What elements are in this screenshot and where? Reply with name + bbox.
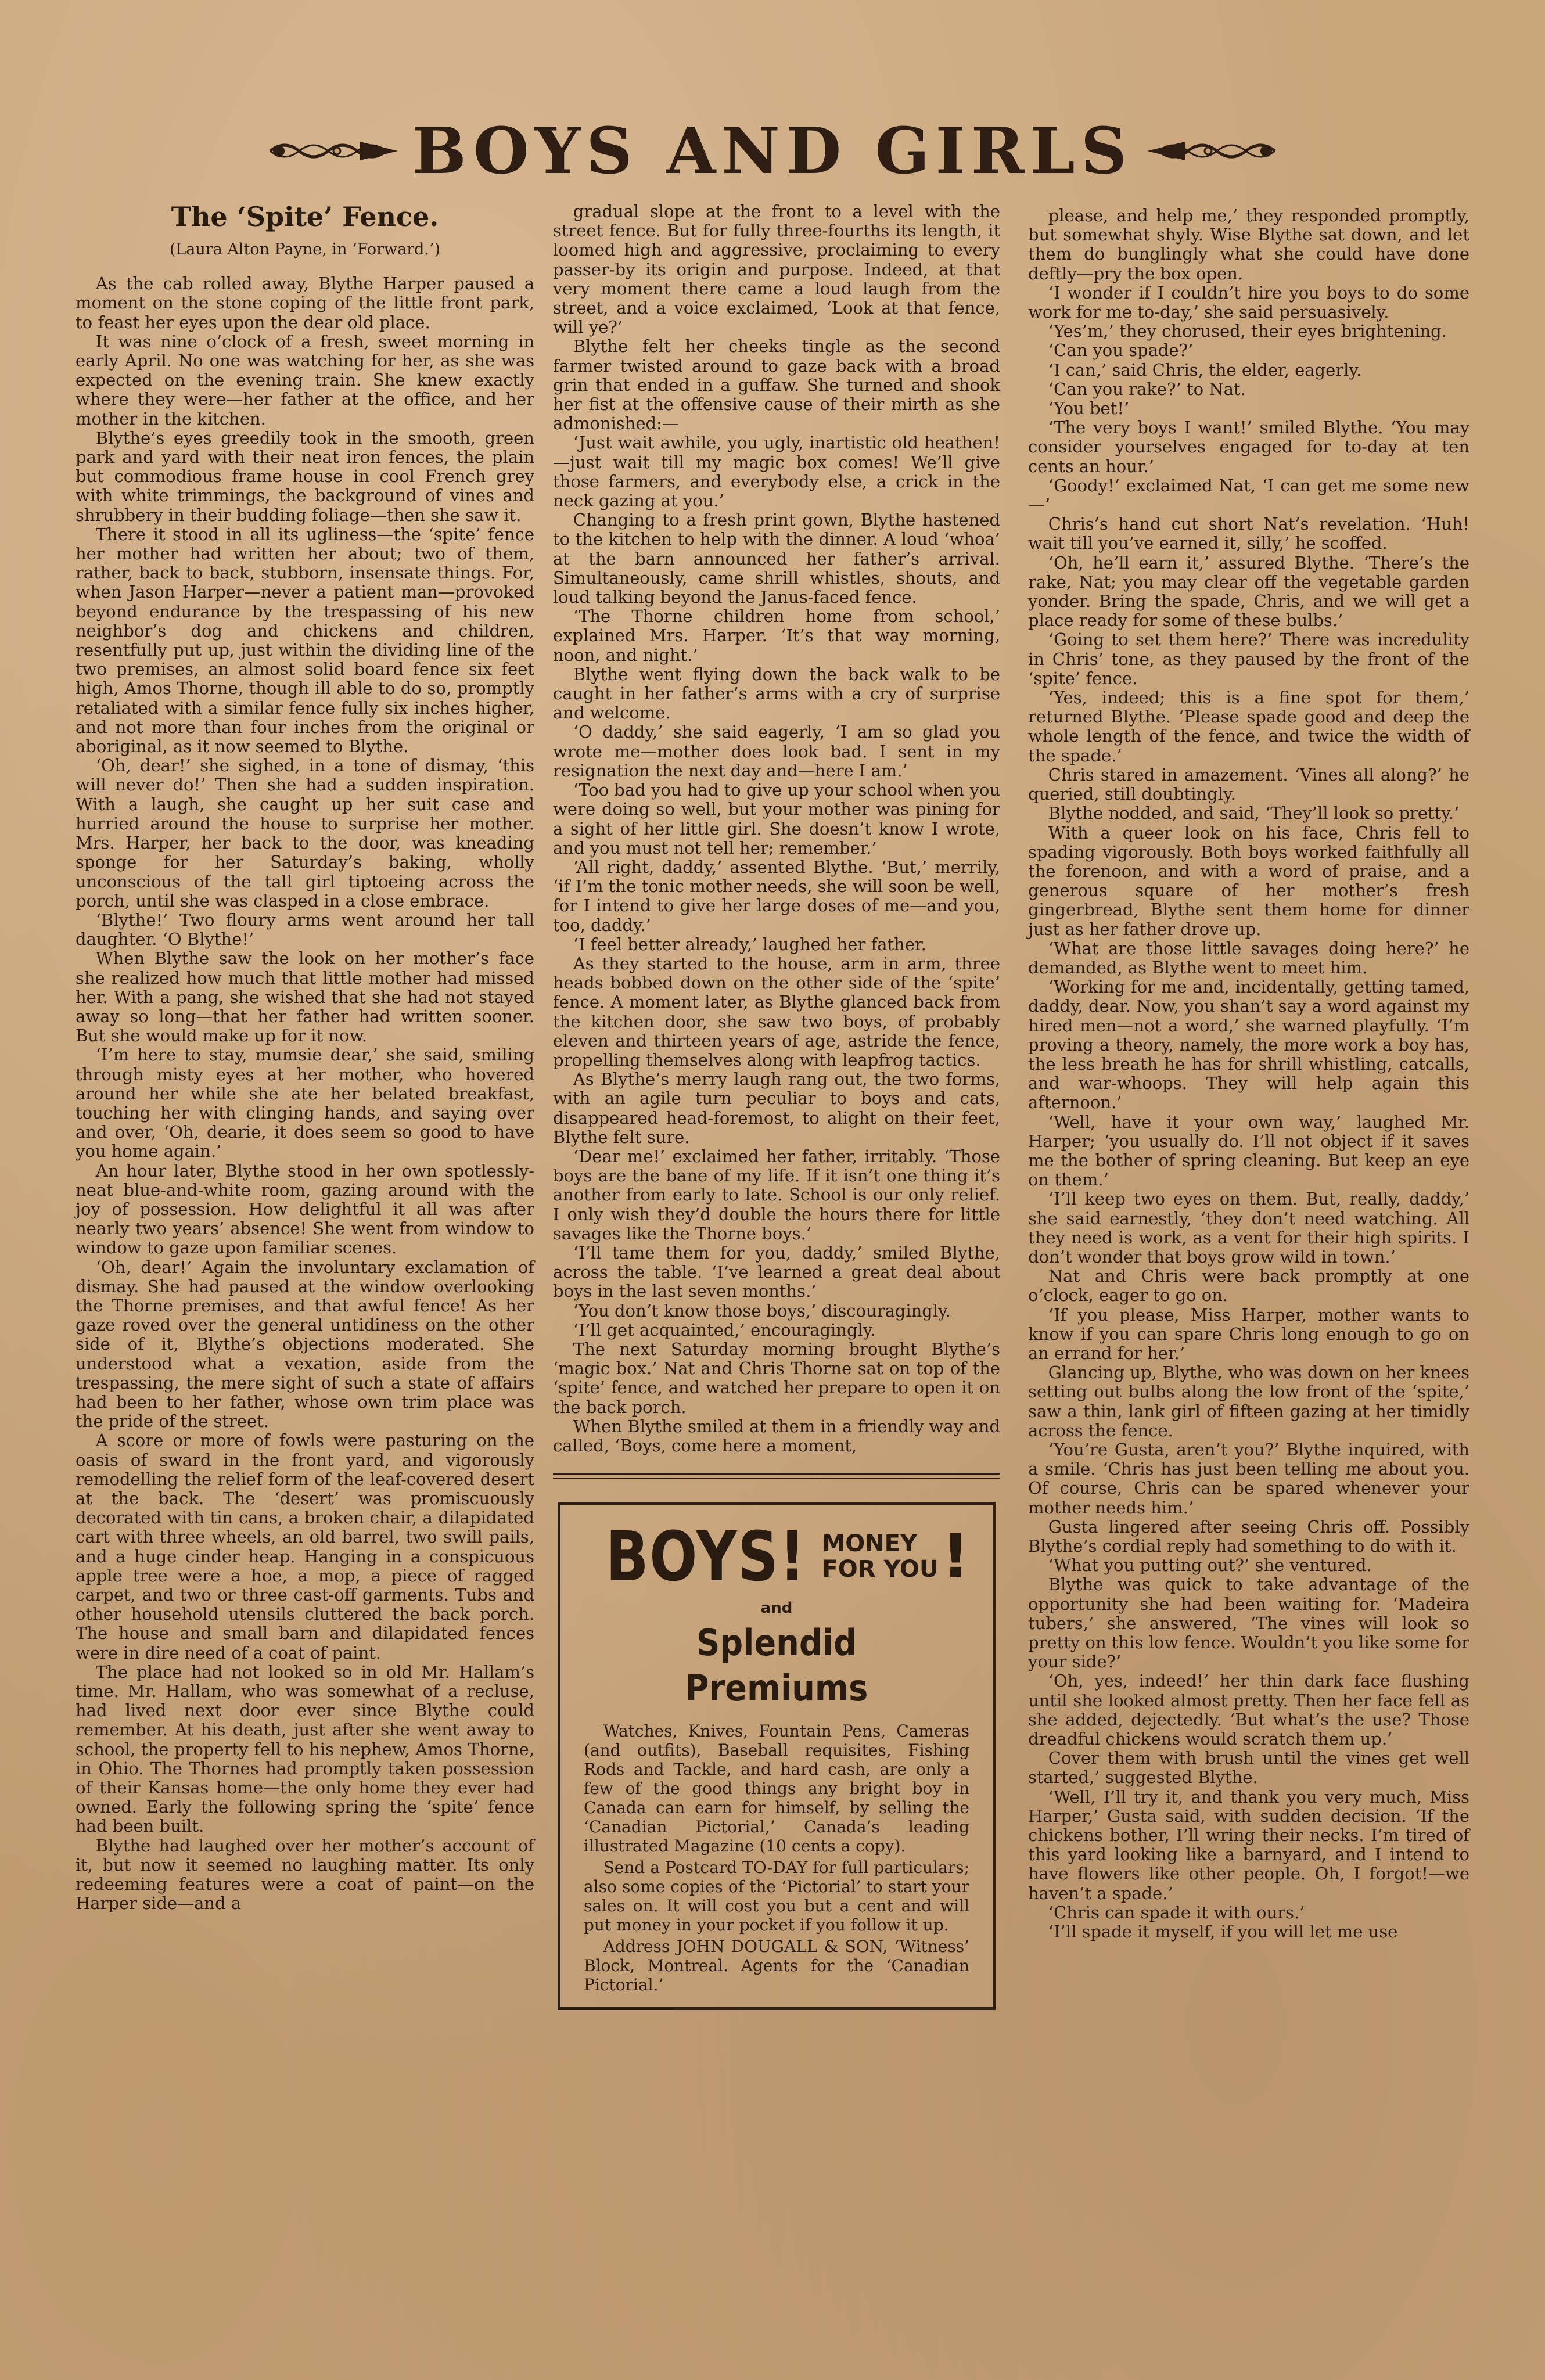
ad-paragraph-2: Send a Postcard TO-DAY for full particulars; also some copies of the ‘Pictorial’ to start your sales on. It will cost you but a cent and will put money in your pocket if you follow it up.	[584, 1858, 969, 1935]
advertisement	[558, 1502, 996, 2010]
ad-paragraph-1: Watches, Knives, Fountain Pens, Cameras (and outfits), Baseball requisites, Fishing Rods and Tackle, and hard cash, are only a few of the good things any bright boy in Canada can earn for himself, by selling the ‘Canadian Pictorial,’ Canada’s leading illustrated Magazine (10 cents a copy).	[584, 1721, 969, 1856]
story-paragraph: ‘The very boys I want!’ smiled Blythe. ‘You may consider yourselves engaged for to-day at ten cents an hour.’	[1028, 418, 1469, 476]
story-paragraph: An hour later, Blythe stood in her own spotlessly-neat blue-and-white room, gazing around with the joy of possession. How delightful it all was after nearly two years’ absence! She went from window to window to gaze upon familiar scenes.	[76, 1160, 534, 1258]
story-paragraph: As the cab rolled away, Blythe Harper paused a moment on the stone coping of the little front park, to feast her eyes upon the dear old place.	[76, 274, 534, 332]
right-flourish-icon	[1144, 134, 1278, 168]
story-paragraph: ‘I’ll keep two eyes on them. But, really, daddy,’ she said earnestly, ‘they don’t need watching. All they need is work, as a vent for their high spirits. I don’t wonder that boys grow wild in town.’	[1028, 1189, 1469, 1267]
ad-and: and	[760, 1599, 793, 1617]
story-paragraph: Changing to a fresh print gown, Blythe hastened to the kitchen to help with the dinner. A loud ‘whoa’ at the barn announced her father’s arrival. Simultaneously, came shrill whistles, shouts, and loud talking beyond the Janus-faced fence.	[553, 510, 1000, 607]
story-paragraph: ‘Working for me and, incidentally, getting tamed, daddy, dear. Now, you shan’t say a word against my hired men—not a word,’ she warned playfully. ‘I’m proving a theory, namely, the more work a boy has, the less breath he has for shrill whistling, catcalls, and war-whoops. They will help again this afternoon.’	[1028, 977, 1469, 1113]
story-paragraph: ‘You’re Gusta, aren’t you?’ Blythe inquired, with a smile. ‘Chris has just been telling me about you. Of course, Chris can be spared whenever your mother needs him.’	[1028, 1440, 1469, 1518]
story-paragraph: Chris’s hand cut short Nat’s revelation. ‘Huh! wait till you’ve earned it, silly,’ he scoffed.	[1028, 514, 1469, 553]
ad-boys-heading: BOYS!	[605, 1516, 806, 1597]
story-paragraph: Blythe was quick to take advantage of the opportunity she had been waiting for. ‘Madeira tubers,’ she answered, ‘The vines will look so pretty on this low fence. Wouldn’t you like some for your side?’	[1028, 1574, 1469, 1672]
story-paragraph: please, and help me,’ they responded promptly, but somewhat shyly. Wise Blythe sat down, and let them do bunglingly what she could have done deftly—pry the box open.	[1028, 206, 1469, 283]
story-paragraph: ‘You bet!’	[1048, 398, 1130, 419]
ad-headline	[584, 1516, 969, 1597]
story-paragraph: ‘Oh, dear!’ she sighed, in a tone of dismay, ‘this will never do!’ Then she had a sudden inspiration. With a laugh, she caught up her suit case and hurried around the house to surprise her mother. Mrs. Harper, her back to the door, was kneading sponge for her Saturday’s baking, wholly unconscious of the tall girl tiptoeing across the porch, until she was clasped in a close embrace.	[76, 756, 534, 911]
story-paragraph: gradual slope at the front to a level with the street fence. But for fully three-fourths its length, it loomed high and aggressive, proclaiming to every passer-by its origin and purpose. Indeed, at that very moment there came a loud laugh from the street, and a voice exclaimed, ‘Look at that fence, will ye?’	[553, 202, 1000, 337]
story-paragraph: ‘Yes, indeed; this is a fine spot for them,’ returned Blythe. ‘Please spade good and deep the whole length of the fence, and twice the width of the spade.’	[1028, 688, 1469, 765]
story-paragraph: ‘Going to set them here?’ There was incredulity in Chris’ tone, as they paused by the front of the ‘spite’ fence.	[1028, 630, 1469, 688]
story-paragraph: ‘You don’t know those boys,’ discouragingly.	[573, 1300, 951, 1321]
story-paragraph: Blythe had laughed over her mother’s account of it, but now it seemed no laughing matter. Its only redeeming features were a coat of paint—on the Harper side—and a	[76, 1835, 534, 1914]
story-paragraph: ‘Can you rake?’ to Nat.	[1048, 379, 1246, 399]
story-title: The ‘Spite’ Fence.	[171, 201, 439, 232]
story-paragraph: ‘Can you spade?’	[1048, 340, 1194, 361]
story-paragraph: As they started to the house, arm in arm, three heads bobbed down on the other side of the ‘spite’ fence. A moment later, as Blythe glanced back from the kitchen door, she saw two boys, of probably eleven and thirteen years of age, astride the fence, propelling themselves along with leapfrog tactics.	[553, 953, 1000, 1070]
ad-money-line-1: MONEY	[822, 1530, 917, 1558]
story-paragraph: ‘Oh, yes, indeed!’ her thin dark face flushing until she looked almost pretty. Then her face fell as she added, dejectedly. ‘But what’s the use? Those dreadful chickens would scratch them up.’	[1028, 1671, 1469, 1749]
story-paragraph: The next Saturday morning brought Blythe’s ‘magic box.’ Nat and Chris Thorne sat on top of the ‘spite’ fence, and watched her prepare to open it on the back porch.	[553, 1339, 1000, 1417]
story-paragraph: With a queer look on his face, Chris fell to spading vigorously. Both boys worked faithfully all the forenoon, and with a word of praise, and a generous square of her mother’s fresh gingerbread, Blythe sent them home for dinner just as her father drove up.	[1028, 822, 1469, 939]
column-1-text	[76, 274, 534, 1913]
story-paragraph: When Blythe saw the look on her mother’s face she realized how much that little mother had missed her. With a pang, she wished that she had not stayed away so long—that her father had written sooner. But she would make up for it now.	[76, 948, 534, 1046]
story-paragraph: Blythe’s eyes greedily took in the smooth, green park and yard with their neat iron fences, the plain but commodious frame house in cool French grey with white trimmings, the background of vines and shrubbery in their budding foliage—then she saw it.	[76, 427, 534, 525]
column-1	[76, 200, 534, 1913]
story-paragraph: ‘Oh, he’ll earn it,’ assured Blythe. ‘There’s the rake, Nat; you may clear off the vegetable garden yonder. Bring the spade, Chris, and we will get a place ready for some of these bulbs.’	[1028, 552, 1469, 631]
story-paragraph: ‘Too bad you had to give up your school when you were doing so well, but your mother was pining for a sight of her little girl. She doesn’t know I wrote, and you must not tell her; remember.’	[553, 780, 1000, 858]
story-paragraph: ‘I wonder if I couldn’t hire you boys to do some work for me to-day,’ she said persuasively.	[1028, 282, 1469, 322]
story-paragraph: As Blythe’s merry laugh rang out, the two forms, with an agile turn peculiar to boys and cats, disappeared head-foremost, to alight on their feet, Blythe felt sure.	[553, 1069, 1000, 1147]
story-paragraph: ‘I’m here to stay, mumsie dear,’ she said, smiling through misty eyes at her mother, who hovered around her while she ate her belated breakfast, touching her with clinging hands, and saying over and over, ‘Oh, dearie, it does seem so good to have you home again.’	[76, 1045, 534, 1162]
story-paragraph: ‘Blythe!’ Two floury arms went around her tall daughter. ‘O Blythe!’	[76, 909, 534, 950]
story-byline: (Laura Alton Payne, in ‘Forward.’)	[169, 240, 441, 258]
story-paragraph: ‘I’ll spade it myself, if you will let me use	[1048, 1922, 1398, 1942]
story-paragraph: ‘Goody!’ exclaimed Nat, ‘I can get me some new—’	[1028, 475, 1469, 515]
story-paragraph: ‘All right, daddy,’ assented Blythe. ‘But,’ merrily, ‘if I’m the tonic mother needs, she will soon be well, for I intend to give her large doses of me—and you, too, daddy.’	[553, 857, 1000, 935]
story-paragraph: ‘O daddy,’ she said eagerly, ‘I am so glad you wrote me—mother does look bad. I sent in my resignation the next day and—here I am.’	[553, 722, 1000, 781]
story-paragraph: Nat and Chris were back promptly at one o’clock, eager to go on.	[1028, 1266, 1469, 1306]
story-paragraph: ‘If you please, Miss Harper, mother wants to know if you can spare Chris long enough to go on an errand for her.’	[1028, 1304, 1469, 1363]
divider	[553, 1473, 1000, 1479]
story-paragraph: Glancing up, Blythe, who was down on her knees setting out bulbs along the low front of the ‘spite,’ saw a thin, lank girl of fifteen gazing at her timidly across the fence.	[1028, 1362, 1469, 1440]
story-paragraph: ‘I feel better already,’ laughed her father.	[573, 934, 926, 954]
left-flourish-icon	[267, 134, 401, 168]
story-paragraph: ‘Dear me!’ exclaimed her father, irritably. ‘Those boys are the bane of my life. If it isn’t one thing it’s another from early to late. School is our only relief. I only wish they’d double the hours there for little savages like the Thorne boys.’	[553, 1146, 1000, 1243]
ad-money-text	[822, 1531, 938, 1582]
story-paragraph: Blythe went flying down the back walk to be caught in her father’s arms with a cry of surprise and welcome.	[553, 664, 1000, 723]
story-paragraph: Blythe nodded, and said, ‘They’ll look so pretty.’	[1048, 803, 1460, 824]
story-paragraph: ‘Yes’m,’ they chorused, their eyes brightening.	[1048, 321, 1447, 341]
ad-money-line-2: FOR YOU	[822, 1556, 939, 1583]
story-paragraph: ‘Just wait awhile, you ugly, inartistic old heathen!—just wait till my magic box comes! We’ll give those farmers, and everybody else, a crick in the neck gazing at you.’	[553, 433, 1000, 511]
story-paragraph: ‘Well, I’ll try it, and thank you very much, Miss Harper,’ Gusta said, with sudden decision. ‘If the chickens bother, I’ll wring their necks. I’m tired of this yard looking like a barnyard, and I intend to have flowers like other people. Oh, I forgot!—we haven’t a spade.’	[1028, 1786, 1469, 1903]
story-paragraph: There it stood in all its ugliness—the ‘spite’ fence her mother had written her about; two of them, rather, back to back, stubborn, insensate things. For, when Jason Harper—never a patient man—provoked beyond endurance by the trespassing of his new neighbor’s dog and chickens and children, resentfully put up, just within the dividing line of the two premises, an almost solid board fence six feet high, Amos Thorne, though ill able to do so, promptly retaliated with a similar fence fully six inches higher, and not more than four inches from the original or aboriginal, as it now seemed to Blythe.	[76, 524, 534, 757]
story-paragraph: ‘Oh, dear!’ Again the involuntary exclamation of dismay. She had paused at the window overlooking the Thorne premises, and that awful fence! As her gaze roved over the general untidiness on the other side of it, Blythe’s objections moderated. She understood what a vexation, aside from the trespassing, the mere sight of such a state of affairs had been to her father, whose own trim place was the pride of the street.	[76, 1257, 534, 1432]
story-paragraph: ‘Chris can spade it with ours.’	[1048, 1902, 1305, 1922]
column-2-text	[553, 202, 1000, 1455]
story-paragraph: Gusta lingered after seeing Chris off. Possibly Blythe’s cordial reply had something to do with it.	[1028, 1516, 1469, 1556]
story-paragraph: Cover them with brush until the vines get well started,’ suggested Blythe.	[1028, 1748, 1469, 1788]
ad-exclamation: !	[942, 1521, 969, 1592]
story-paragraph: The place had not looked so in old Mr. Hallam’s time. Mr. Hallam, who was somewhat of a recluse, had lived next door ever since Blythe could remember. At his death, just after she went away to school, the property fell to his nephew, Amos Thorne, in Ohio. The Thornes had promptly taken possession of their Kansas home—the only home they ever had owned. Early the following spring the ‘spite’ fence had been built.	[76, 1662, 534, 1836]
story-paragraph: ‘Well, have it your own way,’ laughed Mr. Harper; ‘you usually do. I’ll not object if it saves me the bother of spring cleaning. But keep an eye on them.’	[1028, 1112, 1469, 1190]
story-paragraph: ‘The Thorne children home from school,’ explained Mrs. Harper. ‘It’s that way morning, noon, and night.’	[553, 606, 1000, 665]
column-2	[553, 202, 1000, 2010]
story-paragraph: Blythe felt her cheeks tingle as the second farmer twisted around to gaze back with a broad grin that ended in a guffaw. She turned and shook her fist at the offensive cause of their mirth as she admonished:—	[553, 336, 1000, 434]
story-paragraph: ‘What are those little savages doing here?’ he demanded, as Blythe went to meet him.	[1028, 938, 1469, 977]
page-title: BOYS AND GIRLS	[412, 113, 1133, 188]
story-paragraph: Chris stared in amazement. ‘Vines all along?’ he queried, still doubtingly.	[1028, 764, 1469, 804]
story-paragraph: A score or more of fowls were pasturing on the oasis of sward in the front yard, and vigorously remodelling the relief form of the leaf-covered desert at the back. The ‘desert’ was promiscuously decorated with tin cans, a broken chair, a dilapidated cart with three wheels, an old barrel, two swill pails, and a huge cinder heap. Hanging in a conspicuous apple tree were a hoe, a mop, a piece of ragged carpet, and two or three cast-off garments. Tubs and other household utensils cluttered the back porch. The house and small barn and dilapidated fences were in dire need of a coat of paint.	[76, 1430, 534, 1663]
story-paragraph: It was nine o’clock of a fresh, sweet morning in early April. No one was watching for her, as she was expected on the evening train. She knew exactly where they were—her father at the office, and her mother in the kitchen.	[76, 331, 534, 429]
story-paragraph: When Blythe smiled at them in a friendly way and called, ‘Boys, come here a moment,	[553, 1416, 1000, 1455]
story-paragraph: ‘What you putting out?’ she ventured.	[1048, 1555, 1372, 1576]
ad-paragraph-3: Address JOHN DOUGALL & SON, ‘Witness’ Block, Montreal. Agents for the ‘Canadian Pictorial.’	[584, 1937, 969, 1995]
story-paragraph: ‘I can,’ said Chris, the elder, eagerly.	[1048, 359, 1362, 380]
column-3-text	[1028, 206, 1469, 1942]
masthead	[0, 113, 1545, 189]
story-paragraph: ‘I’ll tame them for you, daddy,’ smiled Blythe, across the table. ‘I’ve learned a great deal about boys in the last seven months.’	[553, 1242, 1000, 1302]
story-paragraph: ‘I’ll get acquainted,’ encouragingly.	[573, 1320, 876, 1340]
ad-premiums-heading: Splendid Premiums	[685, 1622, 868, 1710]
column-3	[1028, 206, 1469, 1942]
